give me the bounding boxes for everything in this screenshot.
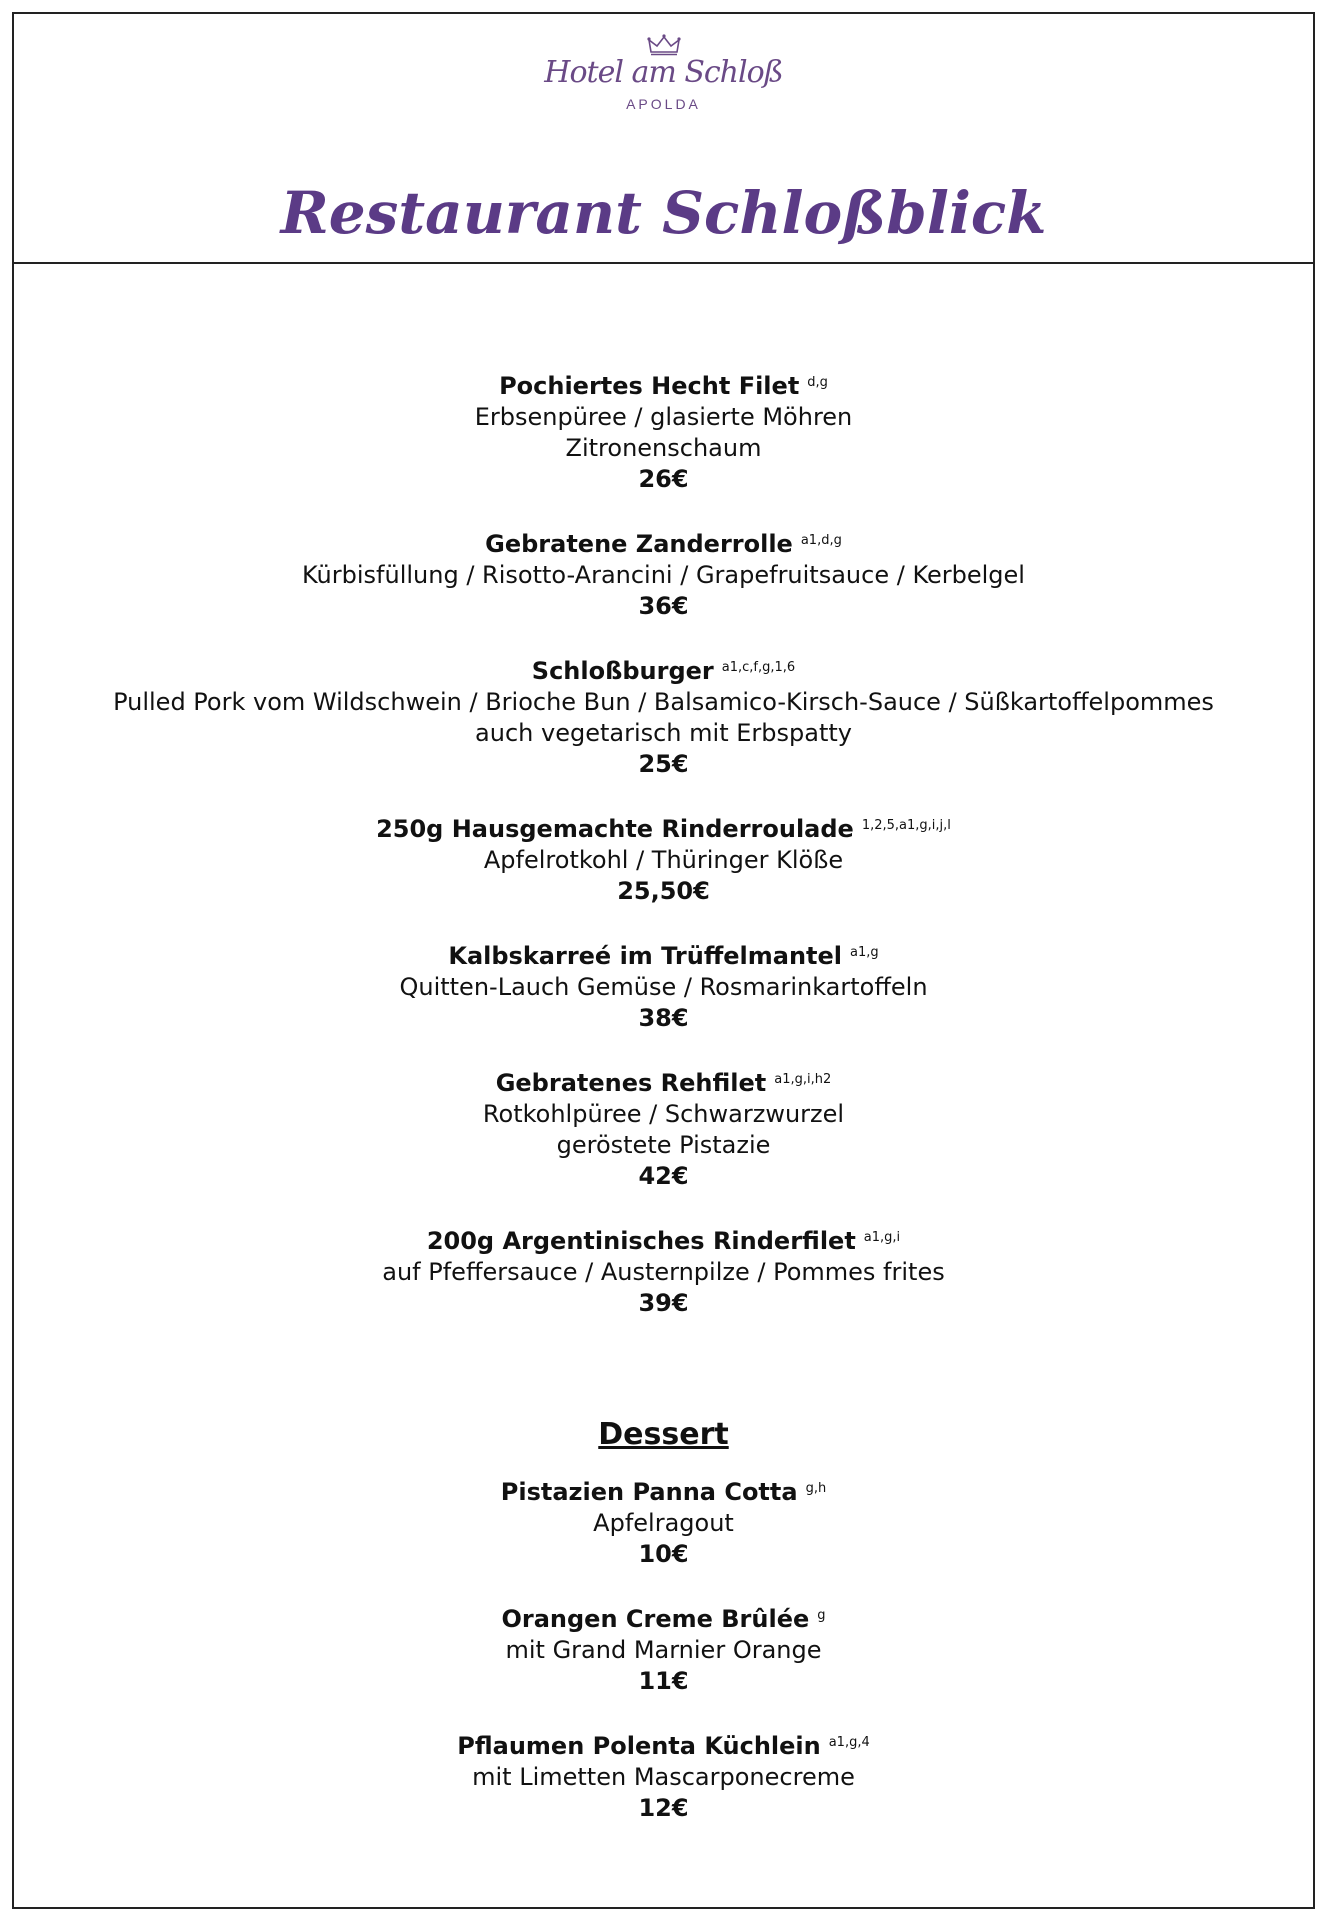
restaurant-title: Restaurant Schloßblick: [280, 179, 1047, 247]
menu-item: [14, 652, 1313, 780]
dish-description: Apfelrotkohl / Thüringer Klöße: [483, 846, 844, 874]
dish-name: [14, 937, 1313, 972]
dish-title: Orangen Creme Brûlée: [501, 1605, 810, 1633]
dish-price: 42€: [638, 1162, 689, 1190]
dessert-list: [14, 1473, 1313, 1824]
dish-price: 39€: [638, 1289, 689, 1317]
dish-name: [14, 1064, 1313, 1099]
dish-description: Quitten-Lauch Gemüse / Rosmarinkartoffeln: [399, 973, 928, 1001]
dish-description: Erbsenpüree / glasierte Möhren: [474, 403, 853, 431]
dish-description: Kürbisfüllung / Risotto-Arancini / Grapefruitsauce / Kerbelgel: [302, 561, 1025, 589]
allergen-codes: a1,g,i,h2: [774, 1072, 832, 1087]
allergen-codes: 1,2,5,a1,g,i,j,l: [861, 818, 951, 833]
dish-description: mit Limetten Mascarponecreme: [472, 1763, 855, 1791]
dessert-heading: Dessert: [598, 1417, 729, 1452]
dish-title: Schloßburger: [531, 657, 714, 685]
allergen-codes: a1,g,4: [828, 1735, 870, 1750]
dish-name: [14, 1600, 1313, 1635]
allergen-codes: g,h: [805, 1481, 827, 1496]
dish-description: geröstete Pistazie: [556, 1131, 771, 1159]
menu-frame: [12, 12, 1315, 1909]
dish-title: Pochiertes Hecht Filet: [499, 372, 800, 400]
dish-title: Gebratene Zanderrolle: [485, 530, 793, 558]
crown-icon: [647, 34, 681, 56]
dish-description: auch vegetarisch mit Erbspatty: [475, 719, 852, 747]
allergen-codes: a1,g: [850, 945, 879, 960]
menu-item: [14, 1222, 1313, 1319]
dish-name: [14, 1473, 1313, 1508]
menu-item: [14, 937, 1313, 1034]
dish-description: Pulled Pork vom Wildschwein / Brioche Bun / Balsamico-Kirsch-Sauce / Süßkartoffelpommes: [113, 688, 1214, 716]
menu-item: [14, 1064, 1313, 1192]
dish-title: Pflaumen Polenta Küchlein: [457, 1732, 821, 1760]
dish-title: Kalbskarreé im Trüffelmantel: [448, 942, 843, 970]
dish-description: mit Grand Marnier Orange: [505, 1636, 822, 1664]
allergen-codes: d,g: [807, 375, 828, 390]
dish-price: 11€: [638, 1667, 689, 1695]
dish-price: 36€: [638, 592, 689, 620]
menu-item: [14, 810, 1313, 907]
dish-name: [14, 525, 1313, 560]
allergen-codes: a1,d,g: [800, 533, 842, 548]
dish-title: Pistazien Panna Cotta: [500, 1478, 798, 1506]
dish-name: [14, 810, 1313, 845]
mains-list: [14, 367, 1313, 1319]
hotel-logo: [14, 34, 1313, 112]
dish-title: 200g Argentinisches Rinderfilet: [426, 1227, 856, 1255]
dish-description: Apfelragout: [593, 1509, 734, 1537]
menu-item: [14, 1600, 1313, 1697]
dish-name: [14, 1727, 1313, 1762]
menu-body: [14, 367, 1313, 1854]
menu-item: [14, 1727, 1313, 1824]
menu-item: [14, 367, 1313, 495]
dish-price: 10€: [638, 1540, 689, 1568]
dish-name: [14, 652, 1313, 687]
dish-price: 25€: [638, 750, 689, 778]
dish-description: auf Pfeffersauce / Austernpilze / Pommes frites: [382, 1258, 945, 1286]
logo-city: APOLDA: [626, 96, 701, 112]
dish-name: [14, 367, 1313, 402]
dish-price: 26€: [638, 465, 689, 493]
menu-item: [14, 525, 1313, 622]
dish-title: 250g Hausgemachte Rinderroulade: [376, 815, 854, 843]
allergen-codes: g: [817, 1608, 826, 1623]
dish-title: Gebratenes Rehfilet: [495, 1069, 767, 1097]
dish-price: 25,50€: [617, 877, 710, 905]
dish-price: 12€: [638, 1794, 689, 1822]
allergen-codes: a1,c,f,g,1,6: [721, 660, 796, 675]
menu-header: [14, 14, 1313, 264]
dish-description: Zitronenschaum: [565, 434, 762, 462]
allergen-codes: a1,g,i: [863, 1230, 901, 1245]
dish-description: Rotkohlpüree / Schwarzwurzel: [482, 1100, 845, 1128]
menu-item: [14, 1473, 1313, 1570]
dish-price: 38€: [638, 1004, 689, 1032]
logo-name: Hotel am Schloß: [544, 55, 783, 90]
dish-name: [14, 1222, 1313, 1257]
